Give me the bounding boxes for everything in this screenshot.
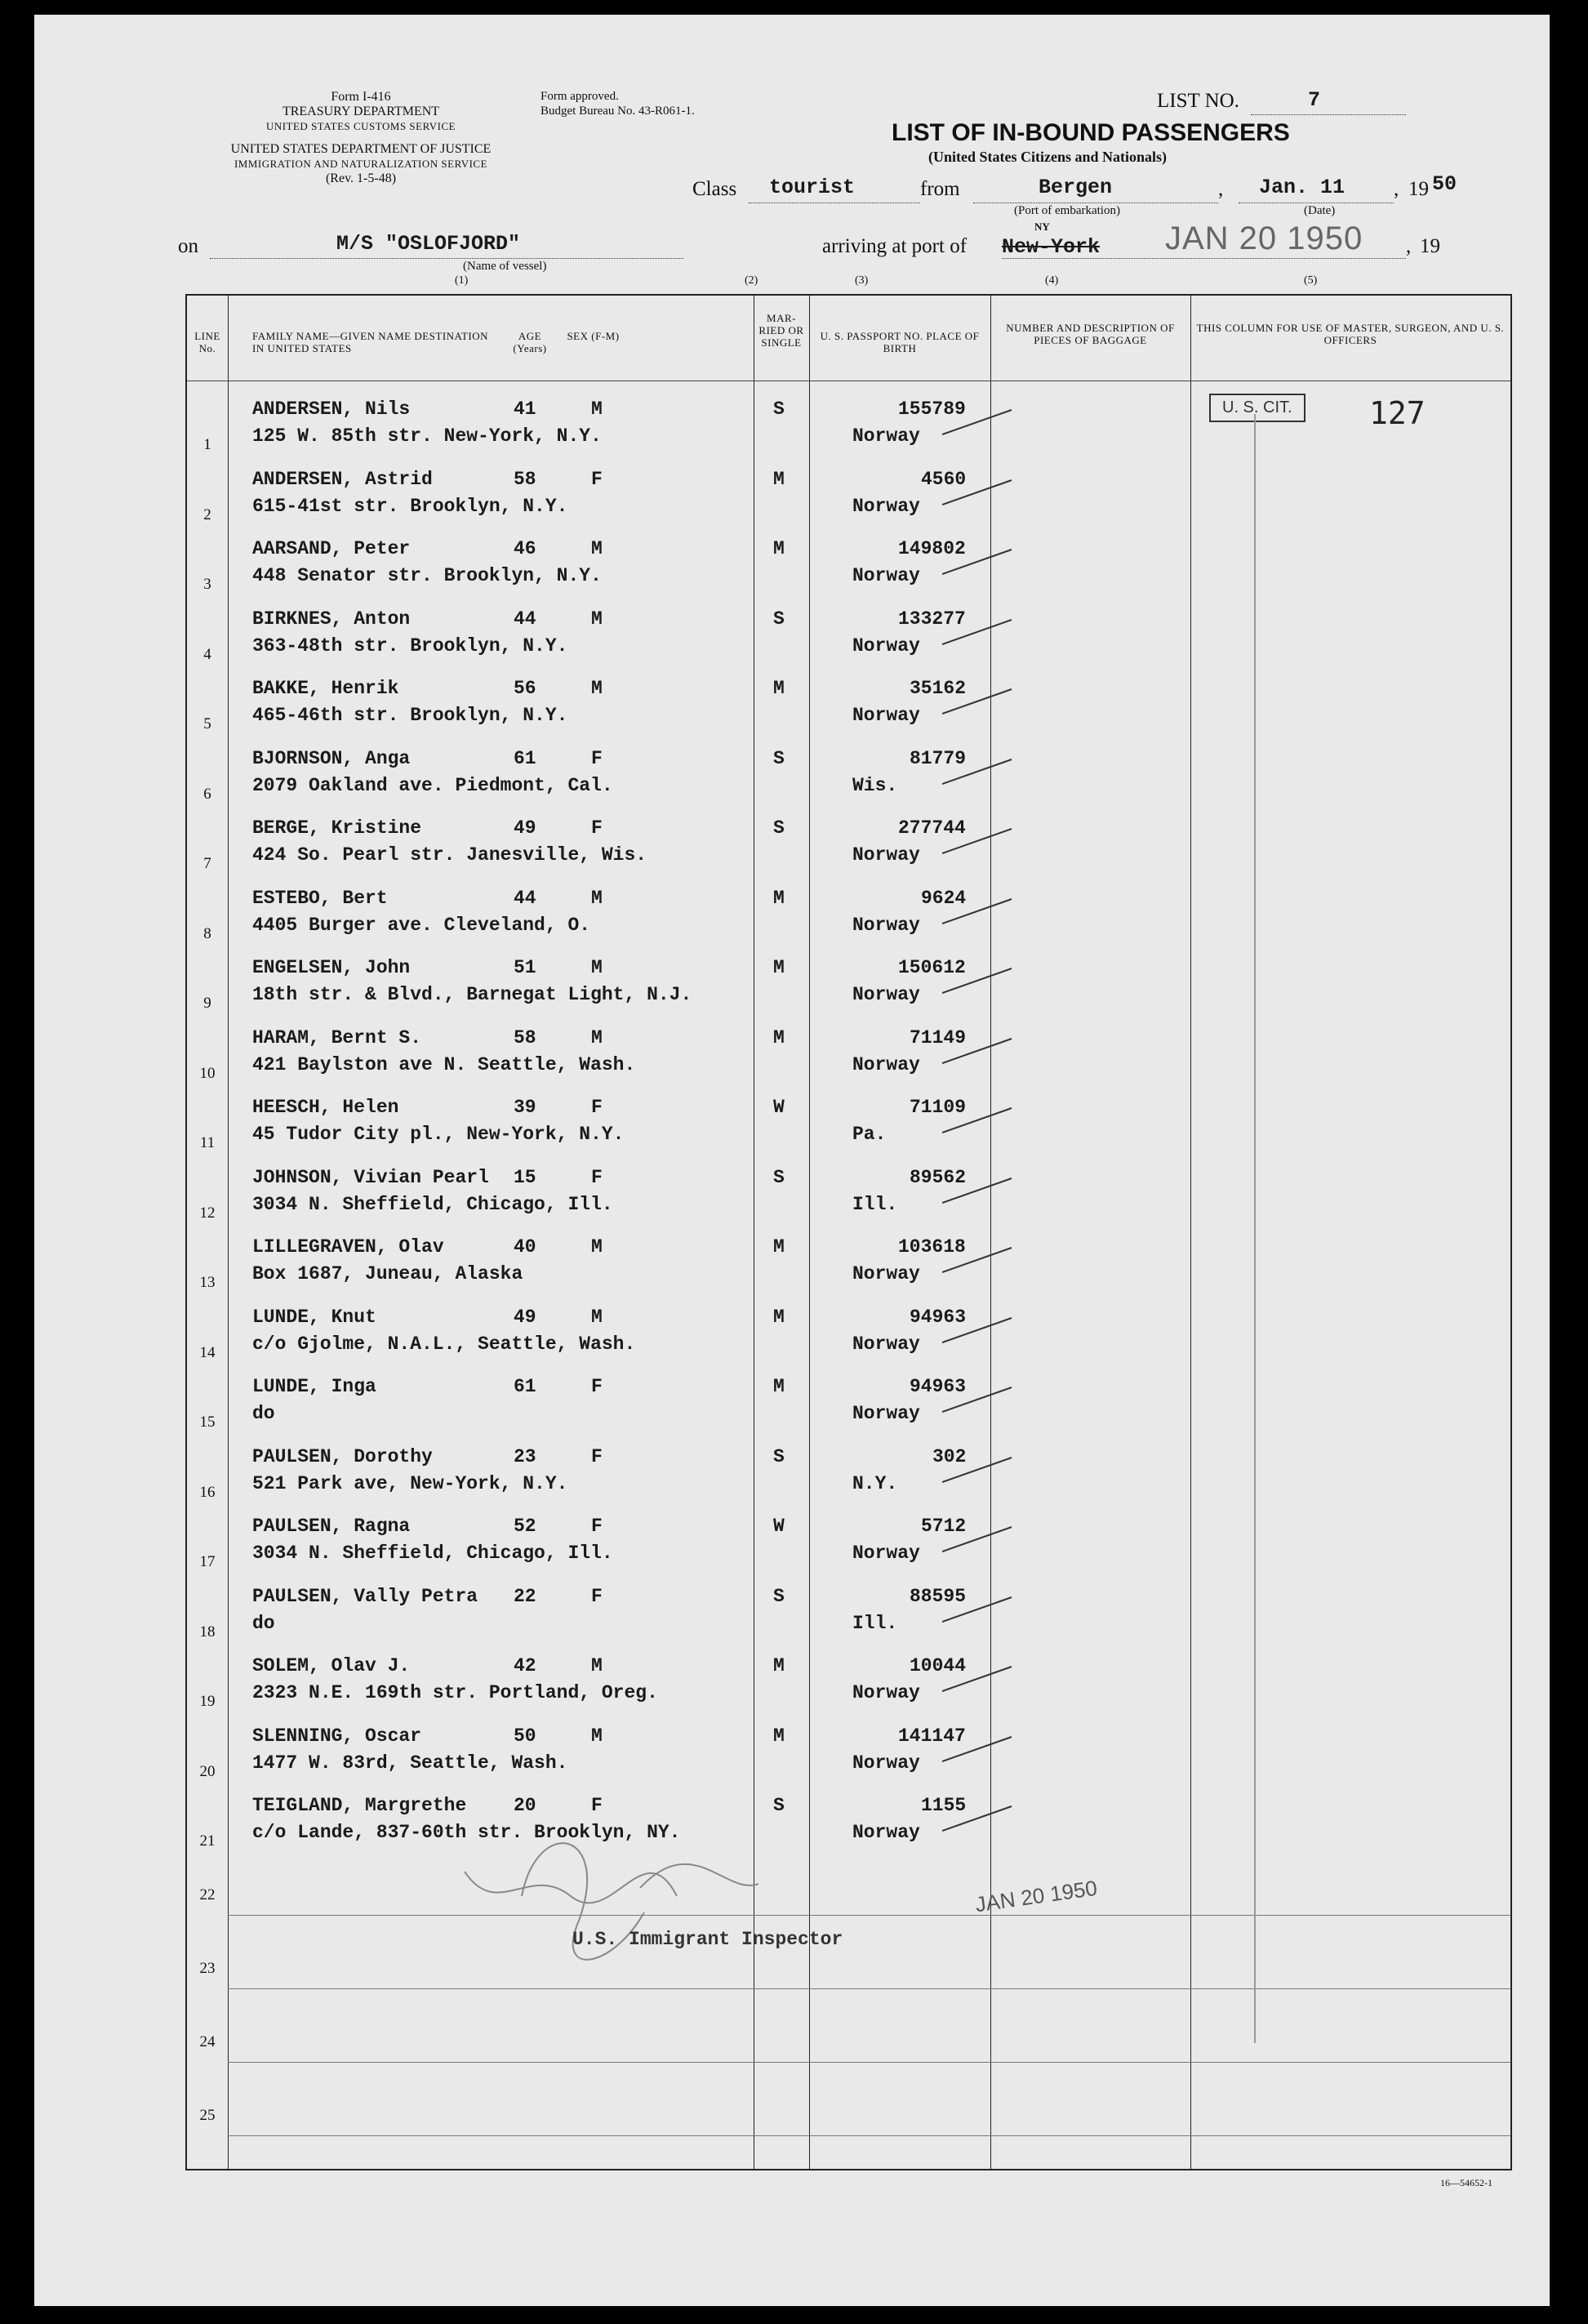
passenger-sex: M [591, 957, 603, 978]
passenger-name: ANDERSEN, Nils [252, 398, 411, 420]
passenger-age: 61 [514, 1376, 536, 1397]
passenger-marital-status: S [773, 747, 785, 769]
passenger-line-number: 5 [203, 715, 211, 732]
pen-marks [187, 296, 1510, 2169]
list-no-underline [1251, 114, 1406, 115]
passenger-age: 44 [514, 887, 536, 909]
date-caption: (Date) [1304, 204, 1336, 217]
passenger-name: PAULSEN, Dorothy [252, 1445, 433, 1467]
passenger-birthplace: N.Y. [852, 1472, 898, 1494]
passenger-line-number: 10 [199, 1064, 216, 1082]
passenger-line-number: 3 [203, 576, 211, 593]
list-no-label: LIST NO. [1157, 90, 1239, 112]
passenger-sex: M [591, 1655, 603, 1676]
passenger-birthplace: Norway [852, 1333, 920, 1355]
port-embarkation-caption: (Port of embarkation) [1014, 204, 1120, 217]
col-number-3: (3) [855, 274, 869, 287]
passenger-marital-status: M [773, 887, 785, 909]
passenger-name: LILLEGRAVEN, Olav [252, 1236, 444, 1258]
passenger-line-number: 19 [199, 1693, 216, 1710]
passenger-passport-no: 81779 [910, 747, 967, 769]
passenger-line-number: 1 [203, 436, 211, 453]
dept-immigration: IMMIGRATION AND NATURALIZATION SERVICE [234, 158, 488, 170]
vessel-name: M/S "OSLOFJORD" [336, 232, 521, 256]
passenger-passport-no: 141147 [898, 1725, 966, 1747]
passenger-table [185, 294, 1512, 2170]
passenger-passport-no: 302 [932, 1445, 967, 1467]
passenger-passport-no: 103618 [898, 1236, 966, 1258]
passenger-passport-no: 277744 [898, 817, 966, 839]
passenger-birthplace: Norway [852, 1682, 920, 1703]
passenger-sex: F [591, 817, 603, 839]
passenger-marital-status: W [773, 1516, 785, 1537]
passenger-age: 41 [514, 398, 536, 420]
passenger-birthplace: Norway [852, 1263, 920, 1284]
arrival-date-stamp: JAN 20 1950 [1165, 220, 1363, 256]
passenger-passport-no: 155789 [898, 398, 966, 420]
passenger-name: PAULSEN, Ragna [252, 1516, 411, 1537]
form-footer: 16—54652-1 [1440, 2177, 1492, 2188]
passenger-birthplace: Norway [852, 1053, 920, 1075]
passenger-marital-status: S [773, 1585, 785, 1607]
on-label: on [178, 235, 198, 257]
header-sex: SEX (F-M) [567, 330, 620, 342]
passenger-marital-status: S [773, 398, 785, 420]
passenger-passport-no: 1155 [921, 1795, 967, 1816]
passenger-address: 45 Tudor City pl., New-York, N.Y. [252, 1124, 625, 1145]
from-label: from [920, 178, 960, 200]
passenger-passport-no: 5712 [921, 1516, 967, 1537]
passenger-marital-status: M [773, 1725, 785, 1747]
passenger-line-number: 20 [199, 1762, 216, 1780]
passenger-passport-no: 9624 [921, 887, 967, 909]
budget-bureau: Budget Bureau No. 43-R061-1. [540, 105, 695, 118]
passenger-address: 615-41st str. Brooklyn, N.Y. [252, 495, 568, 517]
passenger-marital-status: M [773, 468, 785, 490]
passenger-passport-no: 133277 [898, 608, 966, 630]
passenger-sex: M [591, 398, 603, 420]
passenger-passport-no: 88595 [910, 1585, 967, 1607]
class-label: Class [692, 178, 737, 200]
passenger-line-number: 12 [199, 1204, 216, 1222]
passenger-birthplace: Norway [852, 1752, 920, 1774]
passenger-sex: M [591, 608, 603, 630]
year-prefix: 19 [1408, 178, 1429, 200]
inspector-date-stamp: JAN 20 1950 [973, 1875, 1099, 1917]
passenger-address: 465-46th str. Brooklyn, N.Y. [252, 705, 568, 726]
passenger-address: 3034 N. Sheffield, Chicago, Ill. [252, 1193, 613, 1215]
empty-line-number: 24 [199, 2033, 216, 2050]
passenger-marital-status: S [773, 608, 785, 630]
passenger-line-number: 15 [199, 1414, 216, 1431]
passenger-age: 15 [514, 1166, 536, 1188]
passenger-line-number: 6 [203, 785, 211, 803]
col-number-4: (4) [1045, 274, 1059, 287]
passenger-marital-status: M [773, 1655, 785, 1676]
passenger-passport-no: 150612 [898, 957, 966, 978]
passenger-line-number: 4 [203, 645, 211, 663]
passenger-line-number: 16 [199, 1483, 216, 1501]
header-name: FAMILY NAME—GIVEN NAME DESTINATION IN UNITED STATES [252, 330, 489, 354]
vessel-underline [210, 258, 683, 259]
officer-count: 127 [1369, 395, 1426, 431]
passenger-address: do [252, 1403, 275, 1424]
passenger-line-number: 21 [199, 1832, 216, 1850]
passenger-age: 58 [514, 1026, 536, 1048]
form-revision: (Rev. 1-5-48) [325, 171, 397, 185]
header-officers: THIS COLUMN FOR USE OF MASTER, SURGEON, AND U. S. OFFICERS [1196, 322, 1505, 346]
empty-line-number: 22 [199, 1886, 216, 1903]
passenger-age: 40 [514, 1236, 536, 1258]
passenger-sex: F [591, 1445, 603, 1467]
passenger-marital-status: S [773, 1445, 785, 1467]
passenger-line-number: 9 [203, 995, 211, 1012]
passenger-line-number: 13 [199, 1274, 216, 1291]
passenger-sex: M [591, 1026, 603, 1048]
passenger-passport-no: 10044 [910, 1655, 967, 1676]
passenger-address: Box 1687, Juneau, Alaska [252, 1263, 523, 1284]
passenger-name: BIRKNES, Anton [252, 608, 411, 630]
passenger-address: c/o Lande, 837-60th str. Brooklyn, NY. [252, 1822, 681, 1843]
passenger-address: 125 W. 85th str. New-York, N.Y. [252, 425, 602, 447]
passenger-address: 18th str. & Blvd., Barnegat Light, N.J. [252, 984, 692, 1005]
empty-line-number: 25 [199, 2107, 216, 2124]
passenger-age: 22 [514, 1585, 536, 1607]
passenger-age: 56 [514, 678, 536, 699]
passenger-age: 39 [514, 1097, 536, 1118]
passenger-passport-no: 94963 [910, 1306, 967, 1328]
header-baggage: NUMBER AND DESCRIPTION OF PIECES OF BAGGAGE [1006, 322, 1175, 346]
passenger-passport-no: 94963 [910, 1376, 967, 1397]
passenger-age: 44 [514, 608, 536, 630]
passenger-marital-status: M [773, 1026, 785, 1048]
passenger-passport-no: 4560 [921, 468, 967, 490]
arrival-comma: , [1406, 235, 1412, 257]
page-title: LIST OF IN-BOUND PASSENGERS [892, 119, 1290, 146]
from-value: Bergen [1039, 176, 1113, 199]
inspector-signature-scribble [465, 1872, 677, 1903]
passenger-birthplace: Norway [852, 1403, 920, 1424]
passenger-birthplace: Norway [852, 844, 920, 866]
passenger-address: 421 Baylston ave N. Seattle, Wash. [252, 1053, 636, 1075]
arriving-label: arriving at port of [822, 235, 967, 257]
passenger-name: AARSAND, Peter [252, 538, 411, 559]
passenger-line-number: 14 [199, 1343, 216, 1361]
arrival-year: 19 [1420, 235, 1440, 257]
passenger-birthplace: Norway [852, 1822, 920, 1843]
passenger-name: SLENNING, Oscar [252, 1725, 422, 1747]
passenger-sex: F [591, 1166, 603, 1188]
passenger-passport-no: 89562 [910, 1166, 967, 1188]
passenger-birthplace: Norway [852, 425, 920, 447]
passenger-line-number: 18 [199, 1623, 216, 1641]
passenger-address: 3034 N. Sheffield, Chicago, Ill. [252, 1543, 613, 1564]
passenger-age: 46 [514, 538, 536, 559]
passenger-sex: F [591, 468, 603, 490]
passenger-marital-status: M [773, 957, 785, 978]
passenger-sex: F [591, 1516, 603, 1537]
passenger-sex: F [591, 1795, 603, 1816]
passenger-sex: M [591, 678, 603, 699]
form-number: Form I-416 [331, 90, 391, 104]
passenger-line-number: 17 [199, 1553, 216, 1570]
passenger-birthplace: Wis. [852, 774, 898, 796]
passenger-marital-status: S [773, 1166, 785, 1188]
passenger-birthplace: Norway [852, 984, 920, 1005]
passenger-name: BERGE, Kristine [252, 817, 422, 839]
passenger-passport-no: 71149 [910, 1026, 967, 1048]
passenger-marital-status: M [773, 1376, 785, 1397]
passenger-marital-status: S [773, 1795, 785, 1816]
inspector-signature-scribble [640, 1864, 758, 1888]
class-value: tourist [769, 176, 856, 199]
passenger-name: BJORNSON, Anga [252, 747, 411, 769]
passenger-name: LUNDE, Inga [252, 1376, 376, 1397]
arrival-port-note: NY [1034, 220, 1050, 233]
dept-customs: UNITED STATES CUSTOMS SERVICE [265, 120, 456, 132]
passenger-address: 2079 Oakland ave. Piedmont, Cal. [252, 774, 613, 796]
col-number-5: (5) [1304, 274, 1318, 287]
passenger-sex: M [591, 1725, 603, 1747]
passenger-line-number: 11 [199, 1134, 216, 1151]
passenger-name: HEESCH, Helen [252, 1097, 399, 1118]
passenger-marital-status: S [773, 817, 785, 839]
passenger-sex: M [591, 538, 603, 559]
passenger-name: ENGELSEN, John [252, 957, 411, 978]
header-married: MAR-RIED OR SINGLE [758, 312, 804, 349]
passenger-age: 58 [514, 468, 536, 490]
passenger-birthplace: Norway [852, 495, 920, 517]
inspector-label: U.S. Immigrant Inspector [572, 1929, 843, 1950]
passenger-sex: F [591, 1097, 603, 1118]
arrival-port: New-York [1002, 235, 1101, 259]
passenger-address: 2323 N.E. 169th str. Portland, Oreg. [252, 1682, 658, 1703]
manifest-page [34, 15, 1550, 2306]
passenger-name: LUNDE, Knut [252, 1306, 376, 1328]
passenger-address: 363-48th str. Brooklyn, N.Y. [252, 634, 568, 657]
passenger-address: do [252, 1612, 275, 1634]
vessel-caption: (Name of vessel) [463, 260, 547, 273]
passenger-line-number: 2 [203, 505, 211, 523]
passenger-sex: M [591, 887, 603, 909]
form-approved: Form approved. [540, 90, 619, 103]
passenger-marital-status: M [773, 1306, 785, 1328]
passenger-address: 1477 W. 83rd, Seattle, Wash. [252, 1752, 568, 1774]
passenger-sex: M [591, 1236, 603, 1258]
passenger-age: 42 [514, 1655, 536, 1676]
dept-justice: UNITED STATES DEPARTMENT OF JUSTICE [230, 142, 492, 156]
passenger-address: 4405 Burger ave. Cleveland, O. [252, 914, 591, 936]
passenger-sex: F [591, 1376, 603, 1397]
passenger-age: 23 [514, 1445, 536, 1467]
passenger-line-number: 8 [203, 924, 211, 942]
passenger-age: 20 [514, 1795, 536, 1816]
passenger-birthplace: Norway [852, 914, 920, 936]
passenger-marital-status: M [773, 678, 785, 699]
passenger-birthplace: Ill. [852, 1193, 898, 1215]
passenger-marital-status: W [773, 1097, 785, 1118]
passenger-name: SOLEM, Olav J. [252, 1655, 411, 1676]
passenger-marital-status: M [773, 1236, 785, 1258]
passenger-age: 61 [514, 747, 536, 769]
date-comma-2: , [1394, 178, 1399, 200]
passenger-address: 424 So. Pearl str. Janesville, Wis. [252, 844, 647, 866]
passenger-birthplace: Pa. [852, 1124, 887, 1145]
passenger-address: 521 Park ave, New-York, N.Y. [252, 1472, 568, 1494]
passenger-name: HARAM, Bernt S. [252, 1026, 422, 1048]
passenger-age: 49 [514, 817, 536, 839]
passenger-address: c/o Gjolme, N.A.L., Seattle, Wash. [252, 1333, 636, 1355]
passenger-birthplace: Norway [852, 565, 920, 586]
col-number-1: (1) [455, 274, 469, 287]
passenger-name: BAKKE, Henrik [252, 678, 399, 699]
passenger-marital-status: M [773, 538, 785, 559]
passenger-birthplace: Norway [852, 705, 920, 726]
passenger-age: 50 [514, 1725, 536, 1747]
passenger-line-number: 7 [203, 855, 211, 872]
passenger-age: 51 [514, 957, 536, 978]
passenger-sex: F [591, 747, 603, 769]
date-value: Jan. 11 [1259, 176, 1346, 199]
passenger-name: PAULSEN, Vally Petra [252, 1585, 478, 1607]
passenger-address: 448 Senator str. Brooklyn, N.Y. [252, 565, 602, 586]
passenger-passport-no: 71109 [910, 1097, 967, 1118]
empty-line-number: 23 [199, 1960, 216, 1977]
dept-treasury: TREASURY DEPARTMENT [282, 105, 440, 118]
date-comma: , [1218, 178, 1224, 200]
passenger-passport-no: 35162 [910, 678, 967, 699]
us-citizen-stamp: U. S. CIT. [1209, 394, 1306, 422]
col-number-2: (2) [745, 274, 758, 287]
passenger-birthplace: Norway [852, 634, 920, 657]
page-subtitle: (United States Citizens and Nationals) [928, 149, 1168, 165]
passenger-name: JOHNSON, Vivian Pearl [252, 1166, 489, 1188]
passenger-name: ANDERSEN, Astrid [252, 468, 433, 490]
passenger-age: 52 [514, 1516, 536, 1537]
passenger-name: TEIGLAND, Margrethe [252, 1795, 467, 1816]
header-age: AGE (Years) [513, 330, 547, 354]
list-no-value: 7 [1308, 88, 1321, 112]
header-line-no: LINE No. [194, 330, 220, 354]
passenger-age: 49 [514, 1306, 536, 1328]
passenger-sex: M [591, 1306, 603, 1328]
year-suffix: 50 [1432, 172, 1457, 196]
passenger-birthplace: Norway [852, 1543, 920, 1564]
header-passport: U. S. PASSPORT NO. PLACE OF BIRTH [820, 330, 980, 354]
passenger-sex: F [591, 1585, 603, 1607]
passenger-birthplace: Ill. [852, 1612, 898, 1634]
passenger-passport-no: 149802 [898, 538, 966, 559]
passenger-name: ESTEBO, Bert [252, 887, 388, 909]
